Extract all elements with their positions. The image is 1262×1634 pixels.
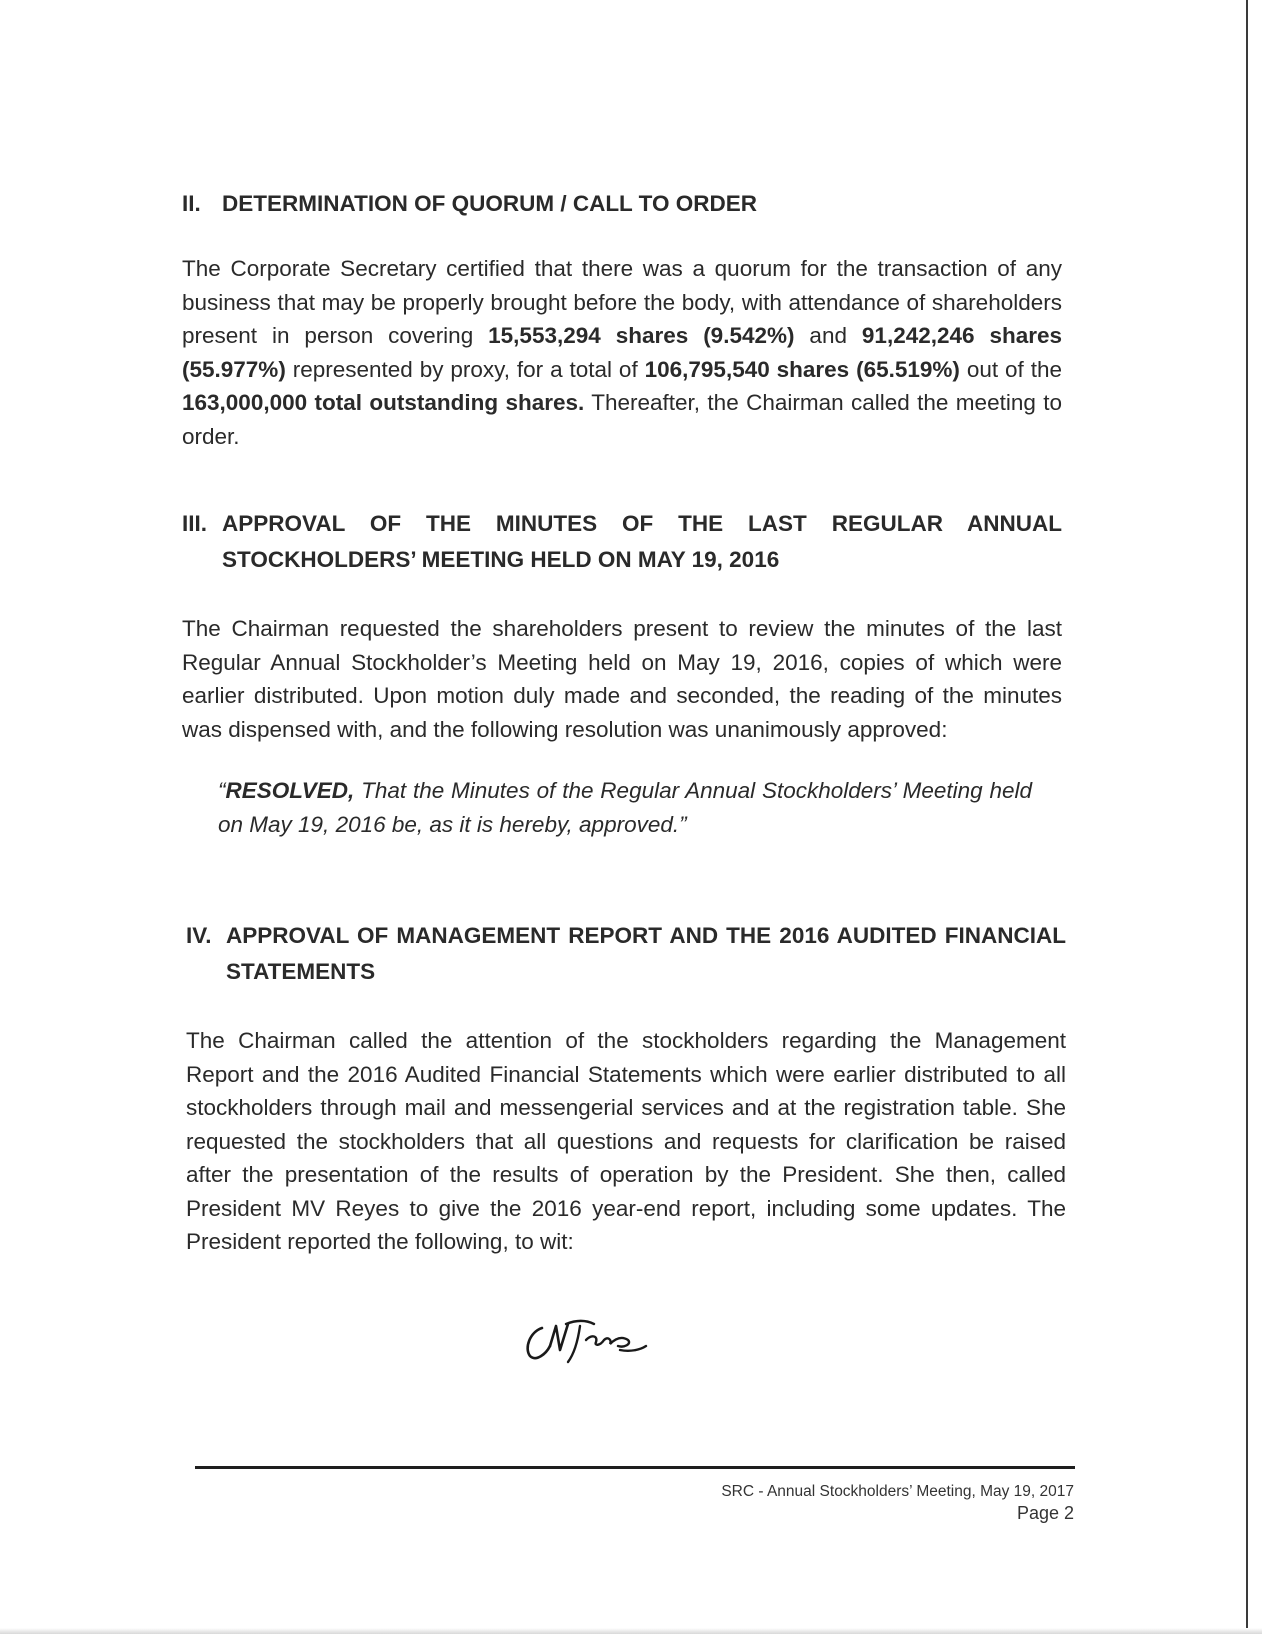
section-heading [182, 186, 1062, 222]
section-title: DETERMINATION OF QUORUM / CALL TO ORDER [222, 191, 757, 216]
paragraph-text: out of the [959, 356, 1062, 382]
section-paragraph: The Chairman requested the shareholders present to review the minutes of the last Regular Annual Stockholder’s Meeting held on May 19, 2016, copies of which were earlier distributed. Upon motion duly made and seconded, the reading of the minutes was dispensed with, and the following resolution was unanimously approved: [182, 616, 1062, 742]
footer-caption: SRC - Annual Stockholders’ Meeting, May 19, 2017 [721, 1483, 1074, 1500]
section-title: APPROVAL OF THE MINUTES OF THE LAST REGULAR ANNUAL STOCKHOLDERS’ MEETING HELD ON MAY 19, 2016 [222, 511, 1062, 572]
emphasized-figure: 91,242,246 shares (55.977%) [182, 323, 1063, 382]
signature-initials [520, 1310, 660, 1370]
section-paragraph [182, 252, 1062, 453]
section-number: IV. [186, 923, 212, 948]
page-number: Page 2 [1016, 1503, 1074, 1523]
paragraph-text: The Corporate Secretary certified that there was a quorum for the transaction of any business that may be properly brought before the body, with attendance of shareholders present in person covering [182, 256, 1062, 348]
resolution-text: That the Minutes of the Regular Annual Stockholders’ Meeting held on May 19, 2016 be, as it is hereby, approved.” [218, 778, 1032, 837]
section-heading [186, 918, 1066, 990]
resolution-keyword: RESOLVED, [225, 778, 355, 803]
scan-page-edge [1246, 0, 1248, 1634]
quote-open-mark: “ [218, 778, 226, 803]
paragraph-text: Thereafter, the Chairman called the meeting to order. [182, 390, 1062, 449]
section-heading [182, 506, 1062, 578]
section-paragraph: The Chairman called the attention of the stockholders regarding the Management Report and the 2016 Audited Financial Statements which were earlier distributed to all stockholders through mail and messengerial services and at the registration table. She requested the stockholders that all questions and requests for clarification be raised after the presentation of the results of operation by the President. She then, called President MV Reyes to give the 2016 year-end report, including some updates. The President reported the following, to wit: [186, 1028, 1066, 1254]
paragraph-text: and [794, 323, 862, 348]
section-management-report [186, 918, 1066, 1259]
emphasized-figure: 15,553,294 shares (9.542%) [488, 323, 795, 348]
section-number: III. [182, 511, 208, 536]
section-title: APPROVAL OF MANAGEMENT REPORT AND THE 2016 AUDITED FINANCIAL STATEMENTS [226, 923, 1066, 984]
emphasized-figure: 163,000,000 total outstanding shares. [182, 390, 585, 415]
section-minutes-approval [182, 506, 1062, 842]
page-footer [721, 1482, 1074, 1524]
scan-bottom-edge [0, 1628, 1262, 1634]
resolution-quote [218, 774, 1032, 842]
emphasized-figure: 106,795,540 shares (65.519%) [644, 356, 960, 382]
section-number: II. [182, 191, 201, 216]
section-quorum [182, 186, 1062, 453]
footer-rule [195, 1466, 1075, 1469]
paragraph-text: represented by proxy, for a total of [285, 356, 645, 382]
